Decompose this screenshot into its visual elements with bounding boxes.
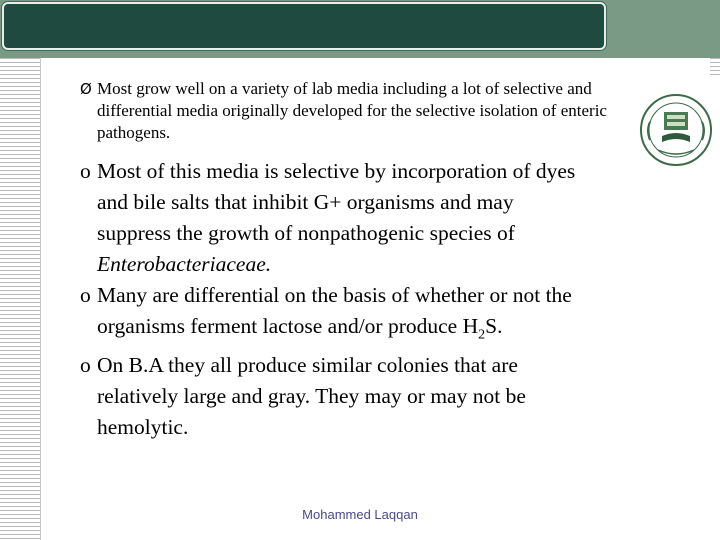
- sub-bullet-1-line-2: and bile salts that inhibit G+ organisms and may: [97, 190, 514, 214]
- sub-bullet-3-line-3: hemolytic.: [97, 415, 189, 440]
- sub-bullet-1-line-1: Most of this media is selective by incorporation of dyes: [97, 159, 576, 183]
- sub-bullet-3: [80, 350, 640, 443]
- footer: [0, 507, 720, 522]
- sub-bullet-2-line-2-end: S.: [485, 314, 503, 338]
- university-seal-icon: [638, 92, 714, 168]
- sub-bullet-1-line-4: [97, 249, 640, 280]
- right-stripe-decoration: [710, 58, 720, 78]
- main-bullet: [80, 78, 620, 144]
- left-divider-line: [40, 58, 41, 540]
- subscript: 2: [478, 327, 486, 343]
- sub-bullet-2: [80, 280, 640, 350]
- footer-author: Mohammed Laqqan: [302, 507, 418, 522]
- sub-bullet-3-line-2: relatively large and gray. They may or may not be: [97, 384, 526, 409]
- sub-bullet-1: [80, 156, 640, 280]
- main-bullet-text: Most grow well on a variety of lab media including a lot of selective and differential media originally developed for the selective isolation of enteric pathogens.: [97, 79, 607, 142]
- sub-bullet-1-line-3: suppress the growth of nonpathogenic species of: [97, 221, 515, 245]
- sub-bullet-2-line-2: [97, 311, 640, 350]
- sub-bullet-list: [80, 156, 640, 443]
- left-stripe-decoration: [0, 58, 40, 540]
- sub-bullet-2-line-1: Many are differential on the basis of whether or not the: [97, 283, 572, 307]
- arrow-bullet-icon: Ø: [80, 80, 92, 98]
- title-bar: [2, 2, 606, 50]
- taxon-name: Enterobacteriaceae.: [97, 252, 272, 276]
- circle-bullet-icon: o: [80, 283, 91, 307]
- circle-bullet-icon: o: [80, 159, 91, 183]
- circle-bullet-icon: o: [80, 353, 91, 378]
- sub-bullet-2-line-2-text: organisms ferment lactose and/or produce H: [97, 314, 479, 338]
- sub-bullet-3-line-1: On B.A they all produce similar colonies that are: [97, 353, 518, 378]
